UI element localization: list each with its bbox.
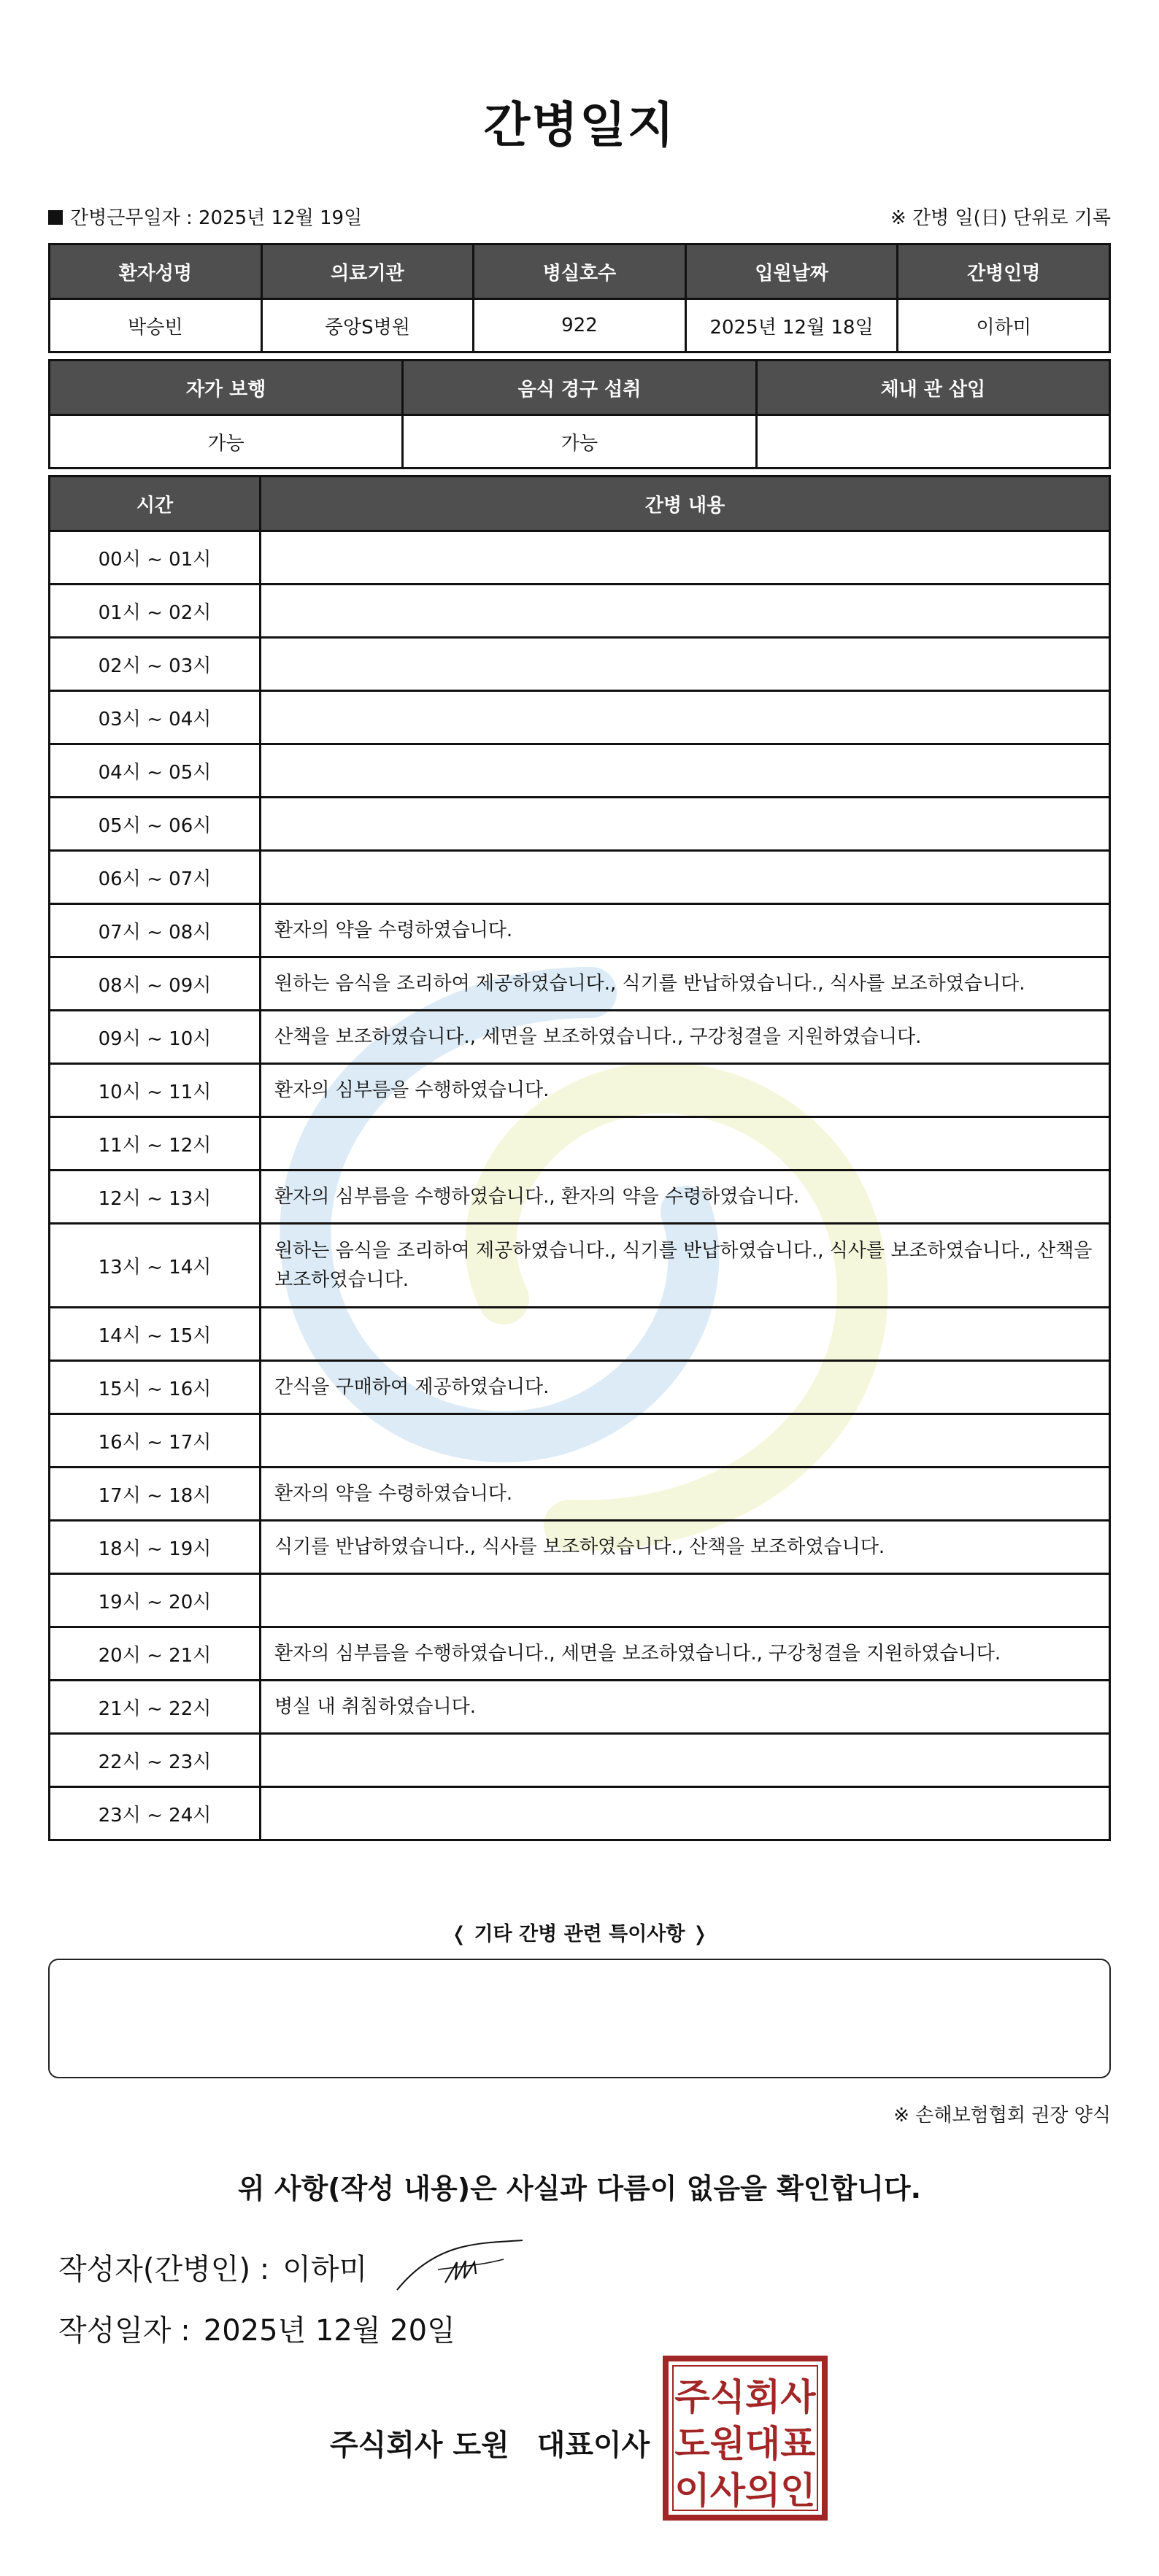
remarks-box <box>48 1959 1111 2078</box>
table-row <box>50 904 1110 957</box>
patient-status-table <box>48 359 1111 469</box>
table-row <box>50 1171 1110 1224</box>
table-row <box>50 691 1110 744</box>
table-row <box>50 585 1110 638</box>
table-row <box>50 1468 1110 1521</box>
table-row <box>50 1224 1110 1308</box>
header-hospital: 의료기관 <box>261 244 474 299</box>
content-cell: 간식을 구매하여 제공하였습니다. <box>261 1361 1110 1414</box>
table-row <box>50 1064 1110 1117</box>
written-date-label: 작성일자 : <box>58 2314 190 2348</box>
seal-text: 도원대표 <box>674 2423 816 2465</box>
table-row <box>50 957 1110 1011</box>
content-cell: 원하는 음식을 조리하여 제공하였습니다., 식기를 반납하였습니다., 식사를 보조하였습니다. <box>261 957 1110 1011</box>
patient-info-table <box>48 243 1111 353</box>
time-cell: 15시 ~ 16시 <box>50 1361 261 1414</box>
table-row <box>50 1681 1110 1734</box>
table-row <box>50 798 1110 851</box>
company-seal <box>661 2354 829 2522</box>
content-cell <box>261 638 1110 691</box>
table-row <box>50 1414 1110 1468</box>
table-row <box>50 1627 1110 1681</box>
table-row <box>50 1011 1110 1064</box>
time-cell: 12시 ~ 13시 <box>50 1171 261 1224</box>
signature-image <box>394 2237 525 2296</box>
header-self-walking: 자가 보행 <box>50 360 403 415</box>
written-date-line <box>58 2307 455 2349</box>
content-cell <box>261 531 1110 585</box>
header-care-content: 간병 내용 <box>261 477 1110 531</box>
time-cell: 18시 ~ 19시 <box>50 1521 261 1574</box>
content-cell <box>261 1117 1110 1171</box>
time-cell: 05시 ~ 06시 <box>50 798 261 851</box>
time-cell: 10시 ~ 11시 <box>50 1064 261 1117</box>
time-cell: 06시 ~ 07시 <box>50 851 261 904</box>
header-oral-intake: 음식 경구 섭취 <box>403 360 756 415</box>
header-time: 시간 <box>50 477 261 531</box>
table-row <box>50 531 1110 585</box>
time-cell: 16시 ~ 17시 <box>50 1414 261 1468</box>
content-cell <box>261 1574 1110 1627</box>
time-cell: 08시 ~ 09시 <box>50 957 261 1011</box>
table-row <box>50 744 1110 798</box>
table-row <box>50 1361 1110 1414</box>
time-cell: 04시 ~ 05시 <box>50 744 261 798</box>
record-note: ※ 간병 일(日) 단위로 기록 <box>890 207 1111 229</box>
content-cell: 환자의 심부름을 수행하였습니다., 환자의 약을 수령하였습니다. <box>261 1171 1110 1224</box>
time-cell: 00시 ~ 01시 <box>50 531 261 585</box>
content-cell <box>261 585 1110 638</box>
self-walking: 가능 <box>50 415 403 468</box>
confirmation-statement: 위 사항(작성 내용)은 사실과 다름이 없음을 확인합니다. <box>237 2172 922 2205</box>
time-cell: 02시 ~ 03시 <box>50 638 261 691</box>
written-date-value: 2025년 12월 20일 <box>203 2314 455 2348</box>
document-title: 간병일지 <box>483 97 676 153</box>
time-cell: 23시 ~ 24시 <box>50 1787 261 1840</box>
work-date <box>48 203 362 230</box>
room-number: 922 <box>474 299 686 352</box>
table-row <box>50 1787 1110 1840</box>
header-tube-insertion: 체내 관 삽입 <box>756 360 1109 415</box>
time-cell: 13시 ~ 14시 <box>50 1224 261 1308</box>
header-patient-name: 환자성명 <box>50 244 262 299</box>
content-cell <box>261 1787 1110 1840</box>
work-date-label: 간병근무일자 : <box>70 207 193 229</box>
time-cell: 19시 ~ 20시 <box>50 1574 261 1627</box>
square-bullet-icon <box>48 210 63 225</box>
time-cell: 11시 ~ 12시 <box>50 1117 261 1171</box>
remarks-title: ❬ 기타 간병 관련 특이사항 ❭ <box>450 1923 709 1946</box>
table-row <box>50 851 1110 904</box>
content-cell: 산책을 보조하였습니다., 세면을 보조하였습니다., 구강청결을 지원하였습니다. <box>261 1011 1110 1064</box>
company-line <box>330 2422 650 2464</box>
header-room-number: 병실호수 <box>474 244 686 299</box>
caregiver-name: 이하미 <box>898 299 1110 352</box>
table-row <box>50 1308 1110 1361</box>
content-cell <box>261 1414 1110 1468</box>
patient-name: 박승빈 <box>50 299 262 352</box>
time-cell: 21시 ~ 22시 <box>50 1681 261 1734</box>
content-cell <box>261 851 1110 904</box>
seal-text: 이사의인 <box>674 2469 816 2512</box>
content-cell: 환자의 심부름을 수행하였습니다. <box>261 1064 1110 1117</box>
content-cell: 식기를 반납하였습니다., 식사를 보조하였습니다., 산책을 보조하였습니다. <box>261 1521 1110 1574</box>
care-log-table <box>48 475 1111 1841</box>
content-cell <box>261 691 1110 744</box>
content-cell: 환자의 약을 수령하였습니다. <box>261 1468 1110 1521</box>
header-admission-date: 입원날짜 <box>685 244 898 299</box>
header-caregiver-name: 간병인명 <box>898 244 1110 299</box>
time-cell: 14시 ~ 15시 <box>50 1308 261 1361</box>
work-date-value: 2025년 12월 19일 <box>199 207 363 229</box>
form-note: ※ 손해보험협회 권장 양식 <box>893 2105 1111 2126</box>
seal-text: 주식회사 <box>674 2376 816 2418</box>
company-title: 대표이사 <box>536 2429 650 2462</box>
time-cell: 01시 ~ 02시 <box>50 585 261 638</box>
admission-date: 2025년 12월 18일 <box>685 299 898 352</box>
writer-label: 작성자(간병인) : <box>58 2253 270 2286</box>
writer-name: 이하미 <box>282 2253 368 2286</box>
time-cell: 03시 ~ 04시 <box>50 691 261 744</box>
content-cell: 환자의 심부름을 수행하였습니다., 세면을 보조하였습니다., 구강청결을 지원하였습니다. <box>261 1627 1110 1681</box>
time-cell: 20시 ~ 21시 <box>50 1627 261 1681</box>
table-row <box>50 638 1110 691</box>
hospital: 중앙S병원 <box>261 299 474 352</box>
table-row <box>50 1574 1110 1627</box>
content-cell: 병실 내 취침하였습니다. <box>261 1681 1110 1734</box>
content-cell: 원하는 음식을 조리하여 제공하였습니다., 식기를 반납하였습니다., 식사를 보조하였습니다., 산책을 보조하였습니다. <box>261 1224 1110 1308</box>
oral-intake: 가능 <box>403 415 756 468</box>
content-cell <box>261 798 1110 851</box>
table-row <box>50 1734 1110 1787</box>
tube-insertion <box>756 415 1109 468</box>
company-name: 주식회사 도원 <box>330 2429 509 2462</box>
time-cell: 17시 ~ 18시 <box>50 1468 261 1521</box>
table-row <box>50 1117 1110 1171</box>
content-cell <box>261 744 1110 798</box>
content-cell <box>261 1734 1110 1787</box>
writer-line <box>58 2246 367 2288</box>
time-cell: 07시 ~ 08시 <box>50 904 261 957</box>
content-cell <box>261 1308 1110 1361</box>
content-cell: 환자의 약을 수령하였습니다. <box>261 904 1110 957</box>
table-row <box>50 1521 1110 1574</box>
time-cell: 22시 ~ 23시 <box>50 1734 261 1787</box>
time-cell: 09시 ~ 10시 <box>50 1011 261 1064</box>
